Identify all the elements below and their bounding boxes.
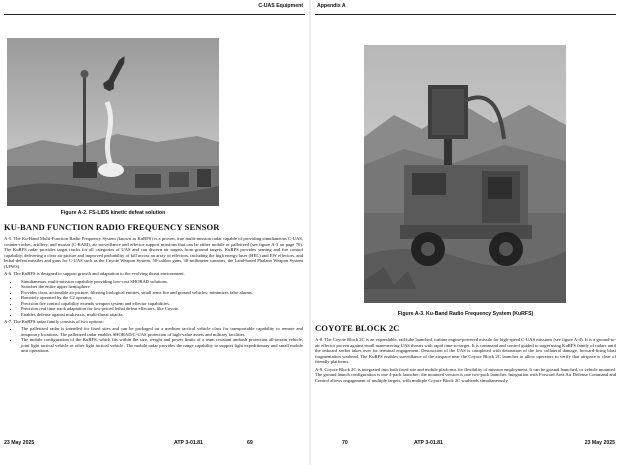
right-page [311,0,620,465]
footer-date: 23 May 2025 [4,440,35,446]
list-item: • Remotely operated by the C2 operator. [19,295,303,301]
body-text [315,337,616,385]
list-item: • Precision real time track adaptation for low-priced lethal defeat effectors, like Coyote. [19,306,303,312]
footer-date: 23 May 2025 [584,440,615,446]
list-item: • The mobile configuration of the KuRFS, which fits within the size, weight and power limits of a team resistant ambush protection all-terrain vehicle, joint light tactical vehicle or other light tactical vehicle. The mobile radar provides the range capability to support light expeditionary and small mobile unit operations. [19,337,303,354]
footer-page-number: 70 [342,440,348,446]
body-text [4,236,303,355]
list-item: • Precision fire control capability extends weapon system and effector capabilities. [19,301,303,307]
running-header: C-UAS Equipment [258,3,303,9]
footer-publication: ATP 3-01.81 [174,440,203,446]
list-item: • Provides clear, actionable air picture, filtering biological entities, small arms fire and ground vehicles; minimizes false alarms. [19,290,303,296]
header-rule [315,14,616,15]
missile-launch-photo [7,38,219,206]
section-title: KU-BAND FUNCTION RADIO FREQUENCY SENSOR [4,222,220,232]
figure-caption: Figure A-2. FS-LIDS kinetic defeat solution [60,210,166,216]
paragraph: A-7. The KuRFS radar family consists of two options: [4,318,104,324]
paragraph: A-6. The KuRFS is designed to support growth and adaptation to the evolving threat environment. [4,271,185,276]
header-rule [4,14,305,15]
bullet-list [4,326,303,354]
running-header: Appendix A [317,3,346,9]
paragraph: A-8. The Coyote Block 2C is an expendable, rail/tube launched, turbine engine-powered missile for high-speed C-UAS missions (see figure A-4). It is a ground-to-air effector proven against small maneuvering UAS threats with rapid time-to-target. It is command and control guided to target using KuRFS family of radars until the onboard seeker takes over for terminal engagement. Destruction of the UAS is completed with detonation of the low collateral damage, forward-firing blast fragmentation warhead. The KuRFS enables surveillance of the airspace near the Coyote Block 2C launcher to allow operators to verify that airspace is clear of friendly platforms. [315,337,616,364]
footer-publication: ATP 3-01.81 [414,440,443,446]
list-item: • Searches the entire upper hemisphere. [19,284,303,290]
paragraph: A-9. Coyote Block 2C is integrated into both fixed site and mobile platforms for flexibility of mission employment. It can be ground launched, or vehicle mounted. The ground launch configuration is one 4-pack launcher; the mounted version is one two-pack launcher. Integration with Forward Area Air Defense Command and Control allows engagement of multiple targets, with multiple Coyote Block 2C warheads simultaneously. [315,366,616,383]
figure-caption: Figure A-3. Ku-Band Radio Frequency System (KuRFS) [397,311,534,317]
list-item: • Enables defense against multi-axis, multi-threat attacks. [19,312,303,318]
left-page [0,0,309,465]
radar-vehicle-photo [364,45,566,303]
list-item: • Simultaneous, multi-mission capability providing low-cost SHORAD solutions. [19,279,303,285]
footer-page-number: 69 [247,440,253,446]
bullet-list [4,279,303,318]
list-item: • The palletized radar is intended for fixed sites and can be packaged on a medium tactical vehicle class for transportable capability to remote and temporary locations. The palletized radar enables SHORAD/C-UAS protection of high-value assets and military facilities. [19,326,303,337]
paragraph: A-5. The Ku-Band Multi-Function Radio Frequency System (known as KuRFS) is a proven, true multi-mission radar capable of providing simultaneous C-UAS, counter-rocket, artillery, and mortar (C-RAM), air surveillance and effector support missions that can be either mobile or palletized (see figure A-3 on page 70). The KuRFS radar provides target tracks for all categories of UAS and can discern air targets from ground targets. KuRFS provides sensing and fire control capability, delivering a clear air picture and improved probability of kill across an array of effectors, including the high energy laser (HEL) and EW effectors, and lethal-defeat missiles and guns for C-UAS such as the Coyote Weapon System, 50-caliber guns, 30-millimeter cannons, the Land-based Phalanx Weapon System (LPWS). [4,236,303,269]
section-title: COYOTE BLOCK 2C [315,323,400,333]
